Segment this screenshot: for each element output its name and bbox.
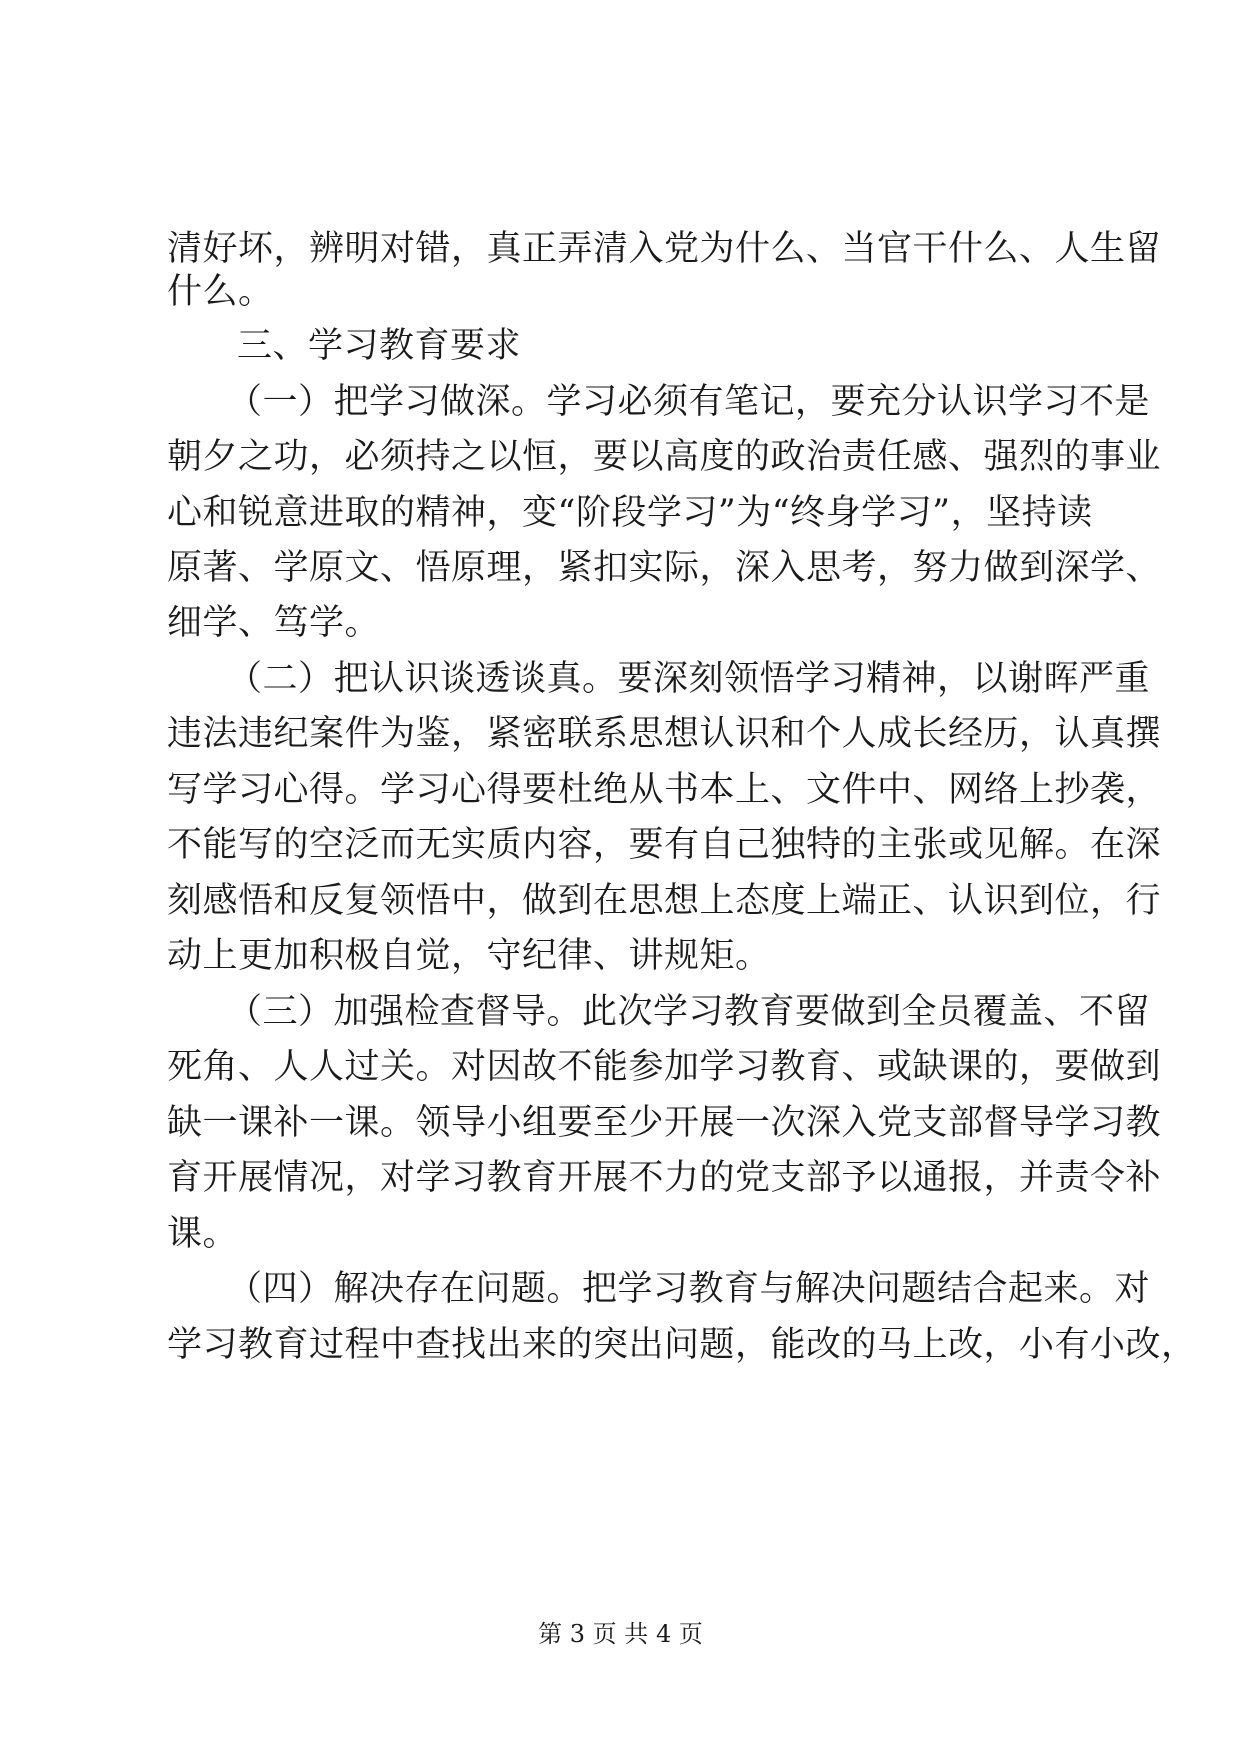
- text-line-10: 违法违纪案件为鉴，紧密联系思想认识和个人成长经历，认真撰: [167, 714, 1162, 754]
- text-line-5: 朝夕之功，必须持之以恒，要以高度的政治责任感、强烈的事业: [167, 437, 1162, 477]
- text-line-8: 细学、笃学。: [167, 603, 381, 643]
- text-line-17: 缺一课补一课。领导小组要至少开展一次深入党支部督导学习教: [167, 1103, 1162, 1143]
- text-line-9: （二）把认识谈透谈真。要深刻领悟学习精神，以谢晖严重: [227, 659, 1151, 699]
- text-line-16: 死角、人人过关。对因故不能参加学习教育、或缺课的，要做到: [167, 1047, 1162, 1087]
- text-line-12: 不能写的空泛而无实质内容，要有自己独特的主张或见解。在深: [167, 825, 1162, 865]
- text-line-2: 什么。: [167, 272, 274, 312]
- text-line-6: 心和锐意进取的精神，变“阶段学习”为“终身学习”，坚持读: [167, 493, 1093, 533]
- page-number-footer: 第 3 页 共 4 页: [538, 1620, 703, 1648]
- text-line-7: 原著、学原文、悟原理，紧扣实际，深入思考，努力做到深学、: [167, 548, 1162, 588]
- text-line-18: 育开展情况，对学习教育开展不力的党支部予以通报，并责令补: [167, 1158, 1162, 1198]
- text-line-14: 动上更加积极自觉，守纪律、讲规矩。: [167, 936, 771, 976]
- section-heading: 三、学习教育要求: [237, 326, 522, 366]
- text-line-1: 清好坏，辨明对错，真正弄清入党为什么、当官干什么、人生留: [167, 229, 1162, 269]
- text-line-13: 刻感悟和反复领悟中，做到在思想上态度上端正、认识到位，行: [167, 881, 1162, 921]
- text-line-11: 写学习心得。学习心得要杜绝从书本上、文件中、网络上抄袭，: [167, 770, 1162, 810]
- text-line-20: （四）解决存在问题。把学习教育与解决问题结合起来。对: [227, 1269, 1151, 1309]
- text-line-21: 学习教育过程中查找出来的突出问题，能改的马上改，小有小改，: [167, 1325, 1197, 1365]
- text-line-15: （三）加强检查督导。此次学习教育要做到全员覆盖、不留: [227, 992, 1151, 1032]
- text-line-4: （一）把学习做深。学习必须有笔记，要充分认识学习不是: [227, 382, 1151, 422]
- text-line-19: 课。: [167, 1214, 239, 1254]
